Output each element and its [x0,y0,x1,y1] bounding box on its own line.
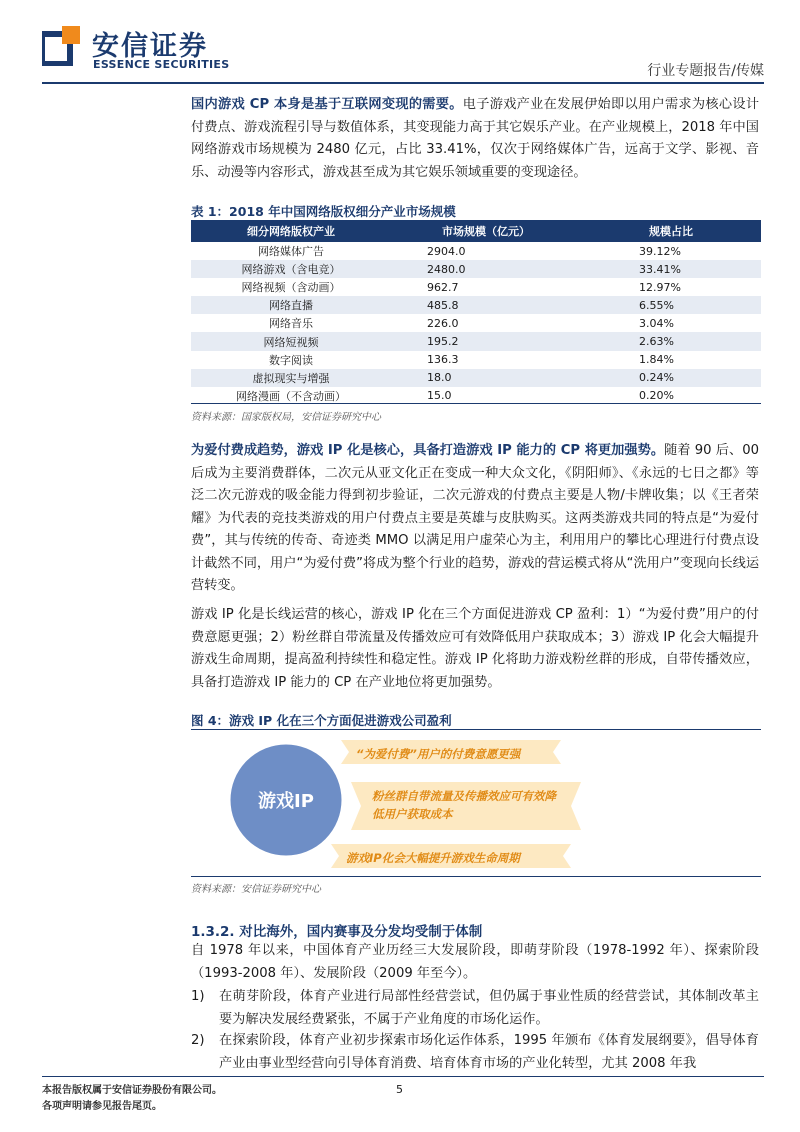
table-cell: 3.04% [639,316,674,330]
table-cell: 1.84% [639,353,674,367]
benefit-item-3: 游戏IP化会大幅提升游戏生命周期 [346,851,520,865]
table-cell: 12.97% [639,280,681,294]
table-cell: 136.3 [427,353,459,367]
table-row [191,242,761,260]
header-divider [42,82,764,84]
logo-icon [42,26,82,66]
section-intro: 自 1978 年以来，中国体育产业历经三大发展阶段，即萌芽阶段（1978-1992 年）、探索阶段（1993-2008 年）、发展阶段（2009 年至今）。 [191,943,759,981]
table-cell: 数字阅读 [269,353,313,367]
table-cell: 18.0 [391,369,581,387]
footer-copyright: 本报告版权属于安信证券股份有限公司。 [42,1085,222,1096]
table-source: 资料来源：国家版权局，安信证券研究中心 [191,412,381,423]
paragraph-game-cp [191,94,759,184]
table-cell: 0.24% [581,369,761,387]
table-cell: 网络视频（含动画） [241,281,341,295]
market-size-table [191,220,761,405]
table-cell: 0.20% [639,389,674,403]
table-cell: 195.2 [391,332,581,350]
page-number: 5 [396,1083,403,1096]
table-row [191,351,761,369]
table-cell: 虚拟现实与增强 [191,369,391,387]
table-cell: 网络音乐 [269,317,313,331]
table-cell: 2904.0 [427,244,466,258]
table-row [191,369,761,387]
table-header-cell: 细分网络版权产业 [191,220,391,242]
table-cell: 33.41% [581,260,761,278]
list-item-text: 在探索阶段，体育产业初步探索市场化运作体系，1995 年颁布《体育发展纲要》，倡导体育产业由事业型经营向引导体育消费、培育体育市场的产业化转型，尤其 2008 年我 [219,1033,759,1071]
table-row [191,296,761,314]
table-cell: 15.0 [427,389,452,403]
footer-divider [42,1076,764,1077]
list-item-number: 1) [191,989,205,1004]
figure-caption: 图 4：游戏 IP 化在三个方面促进游戏公司盈利 [191,713,452,728]
paragraph-body: 随着 90 后、00 后成为主要消费群体，二次元从亚文化正在变成一种大众文化，《阴阳师》、《永远的七日之都》等泛二次元游戏的吸金能力得到初步验证，二次元游戏的付费点主要是人物/卡牌收集；以《王者荣耀》为代表的竞技类游戏的用户付费点主要是英雄与皮肤购买。这两类游戏共同的特点是“为爱付费”，其与传统的传奇、奇迹类 MMO 以满足用户虚荣心为主，利用用户的攀比心理进行付费点设计截然不同，用户“为爱付费”将成为整个行业的趋势，游戏的营运模式将从“洗用户”变现向长线运营转变。 [191,443,760,593]
list-item [191,986,759,1031]
table-cell: 2480.0 [391,260,581,278]
table-cell: 网络漫画（不含动画） [236,389,346,403]
table-cell: 网络游戏（含电竞） [191,260,391,278]
paragraph-lead: 国内游戏 CP 本身是基于互联网变现的需要。 [191,97,463,112]
list-item-text: 在萌芽阶段，体育产业进行局部性经营尝试，但仍属于事业性质的经营尝试，其体制改革主要为解决发展经费紧张，不属于产业角度的市场化运作。 [219,989,759,1027]
table-cell: 6.55% [581,296,761,314]
table-header-cell: 规模占比 [581,220,761,242]
paragraph-pay-for-love [191,440,759,598]
table-bottom-rule [191,403,761,404]
table-header-cell: 市场规模（亿元） [391,220,581,242]
table-cell: 网络短视频 [191,332,391,350]
table-cell: 网络媒体广告 [258,245,324,259]
table-caption: 表 1：2018 年中国网络版权细分产业市场规模 [191,204,456,219]
table-header-row [191,220,761,242]
table-row [191,332,761,350]
paragraph-ip-profit [191,604,759,694]
logo-english-name: ESSENCE SECURITIES [93,58,230,71]
list-item-number: 2) [191,1033,205,1048]
report-type-label: 行业专题报告/传媒 [647,63,764,79]
paragraph-body: 电子游戏产业在发展伊始即以用户需求为核心设计付费点、游戏流程引导与数值体系，其变现能力高于其它娱乐产业。在产业规模上，2018 年中国网络游戏市场规模为 2480 亿元，占比 33.41%，仅次于网络媒体广告，远高于文学、影视、音乐、动漫等内容形式，游戏甚至成为其它娱乐领域重要的变现途径。 [191,97,760,180]
benefit-item-1: “为爱付费”用户的付费意愿更强 [356,747,521,761]
table-cell: 2.63% [581,332,761,350]
section-title: 1.3.2. 对比海外，国内赛事及分发均受制于体制 [191,924,483,940]
figure-source: 资料来源：安信证券研究中心 [191,884,321,895]
table-cell: 485.8 [391,296,581,314]
table-cell: 962.7 [427,280,459,294]
paragraph-lead: 为爱付费成趋势，游戏 IP 化是核心，具备打造游戏 IP 能力的 CP 将更加强势。 [191,443,665,458]
paragraph-body: 游戏 IP 化是长线运营的核心，游戏 IP 化在三个方面促进游戏 CP 盈利：1）“为爱付费”用户的付费意愿更强；2）粉丝群自带流量及传播效应可有效降低用户获取成本；3）游戏 IP 化会大幅提升游戏生命周期，提高盈利持续性和稳定性。游戏 IP 化将助力游戏粉丝群的形成，自带传播效应，具备打造游戏 IP 能力的 CP 在产业地位将更加强势。 [191,607,759,690]
figure-bottom-rule [191,876,761,877]
table-row [191,314,761,332]
list-item [191,1030,759,1075]
game-ip-label: 游戏IP [258,791,314,812]
table-cell: 39.12% [639,244,681,258]
benefit-item-2: 粉丝群自带流量及传播效应可有效降低用户获取成本 [372,789,556,821]
table-row [191,260,761,278]
logo-chinese-name: 安信证券 [92,31,208,62]
table-cell: 网络直播 [191,296,391,314]
table-row [191,278,761,296]
table-cell: 226.0 [427,316,459,330]
footer-disclaimer: 各项声明请参见报告尾页。 [42,1101,162,1112]
